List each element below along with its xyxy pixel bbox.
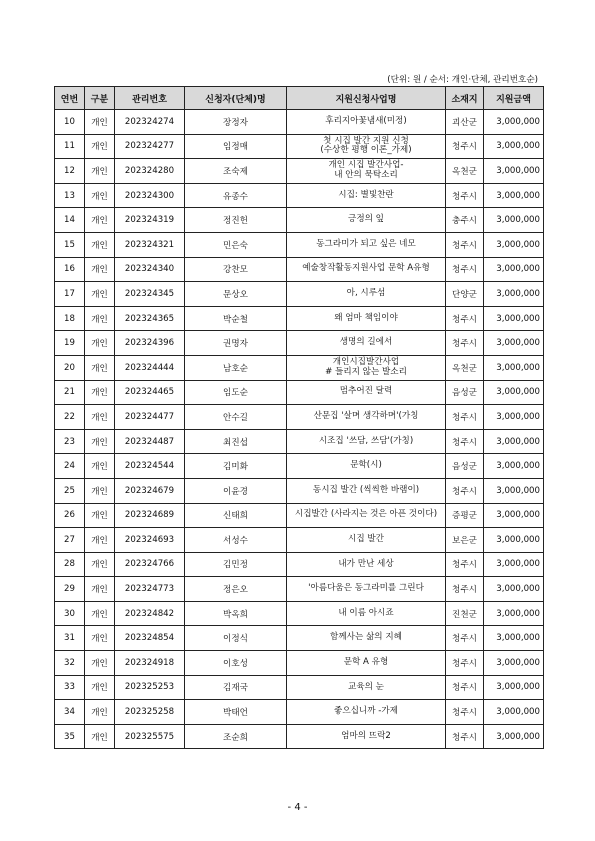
cell-manage-no: 202324321 <box>115 232 185 257</box>
cell-type: 개인 <box>85 675 115 700</box>
table-row <box>55 159 544 184</box>
cell-project: 좋으십니까 -가제 <box>287 700 446 725</box>
cell-manage-no: 202324396 <box>115 331 185 356</box>
cell-manage-no: 202324842 <box>115 601 185 626</box>
cell-type: 개인 <box>85 700 115 725</box>
table-row <box>55 429 544 454</box>
table-row <box>55 405 544 430</box>
cell-manage-no: 202324477 <box>115 405 185 430</box>
col-header-manage-no: 관리번호 <box>115 87 185 110</box>
cell-applicant: 신태희 <box>185 503 287 528</box>
table-row <box>55 331 544 356</box>
cell-location: 청주시 <box>446 183 484 208</box>
cell-amount: 3,000,000 <box>484 429 544 454</box>
unit-note: (단위: 원 / 순서: 개인·단체, 관리번호순) <box>387 75 538 85</box>
cell-type: 개인 <box>85 429 115 454</box>
cell-manage-no: 202324280 <box>115 159 185 184</box>
cell-project: 예술창작활동지원사업 문학 A유형 <box>287 257 446 282</box>
cell-seq: 26 <box>55 503 85 528</box>
cell-project: 개인 시집 발간사업- 내 안의 묵탁소리 <box>287 159 446 184</box>
cell-applicant: 강찬모 <box>185 257 287 282</box>
table-row <box>55 651 544 676</box>
cell-applicant: 김재국 <box>185 675 287 700</box>
cell-project: 동그라미가 되고 싶은 네모 <box>287 232 446 257</box>
table-row <box>55 478 544 503</box>
cell-location: 청주시 <box>446 577 484 602</box>
cell-applicant: 박옥희 <box>185 601 287 626</box>
cell-project: '아름다움은 동그라미를 그린다 <box>287 577 446 602</box>
table-row <box>55 454 544 479</box>
cell-manage-no: 202324487 <box>115 429 185 454</box>
table-row <box>55 306 544 331</box>
cell-project: 아, 시루섬 <box>287 282 446 307</box>
cell-seq: 29 <box>55 577 85 602</box>
cell-type: 개인 <box>85 306 115 331</box>
cell-manage-no: 202324689 <box>115 503 185 528</box>
cell-amount: 3,000,000 <box>484 503 544 528</box>
cell-project: 함께사는 삶의 지혜 <box>287 626 446 651</box>
cell-amount: 3,000,000 <box>484 331 544 356</box>
cell-seq: 18 <box>55 306 85 331</box>
cell-project: 엄마의 뜨락2 <box>287 724 446 749</box>
cell-project: 문학(시) <box>287 454 446 479</box>
cell-amount: 3,000,000 <box>484 454 544 479</box>
table-row <box>55 601 544 626</box>
cell-amount: 3,000,000 <box>484 232 544 257</box>
cell-project: 내 이름 아시죠 <box>287 601 446 626</box>
cell-manage-no: 202325258 <box>115 700 185 725</box>
cell-location: 옥천군 <box>446 159 484 184</box>
cell-location: 괴산군 <box>446 110 484 135</box>
cell-amount: 3,000,000 <box>484 700 544 725</box>
cell-type: 개인 <box>85 528 115 553</box>
cell-manage-no: 202324277 <box>115 134 185 159</box>
cell-project: 왜 엄마 책임이야 <box>287 306 446 331</box>
cell-seq: 34 <box>55 700 85 725</box>
cell-amount: 3,000,000 <box>484 528 544 553</box>
table-row <box>55 724 544 749</box>
cell-applicant: 조순희 <box>185 724 287 749</box>
cell-location: 청주시 <box>446 134 484 159</box>
cell-seq: 35 <box>55 724 85 749</box>
cell-type: 개인 <box>85 503 115 528</box>
cell-project: 첫 시집 발간 지원 신청 (수상한 평행 이론_가제) <box>287 134 446 159</box>
cell-type: 개인 <box>85 626 115 651</box>
cell-type: 개인 <box>85 454 115 479</box>
cell-applicant: 최진섭 <box>185 429 287 454</box>
cell-amount: 3,000,000 <box>484 159 544 184</box>
cell-applicant: 이정식 <box>185 626 287 651</box>
cell-manage-no: 202324918 <box>115 651 185 676</box>
cell-project: 멈추어진 달력 <box>287 380 446 405</box>
cell-applicant: 박태언 <box>185 700 287 725</box>
cell-amount: 3,000,000 <box>484 306 544 331</box>
cell-project: 긍정의 잎 <box>287 208 446 233</box>
table-row <box>55 552 544 577</box>
cell-amount: 3,000,000 <box>484 380 544 405</box>
cell-seq: 16 <box>55 257 85 282</box>
cell-manage-no: 202324693 <box>115 528 185 553</box>
cell-location: 음성군 <box>446 454 484 479</box>
cell-amount: 3,000,000 <box>484 675 544 700</box>
cell-seq: 30 <box>55 601 85 626</box>
cell-location: 청주시 <box>446 429 484 454</box>
cell-applicant: 권명자 <box>185 331 287 356</box>
cell-type: 개인 <box>85 552 115 577</box>
cell-seq: 19 <box>55 331 85 356</box>
cell-seq: 15 <box>55 232 85 257</box>
cell-location: 청주시 <box>446 306 484 331</box>
cell-location: 청주시 <box>446 724 484 749</box>
cell-manage-no: 202324773 <box>115 577 185 602</box>
cell-applicant: 유종수 <box>185 183 287 208</box>
cell-location: 청주시 <box>446 405 484 430</box>
cell-applicant: 김미화 <box>185 454 287 479</box>
cell-type: 개인 <box>85 183 115 208</box>
cell-location: 청주시 <box>446 232 484 257</box>
col-header-amount: 지원금액 <box>484 87 544 110</box>
table-row <box>55 577 544 602</box>
cell-type: 개인 <box>85 577 115 602</box>
cell-project: 문학 A 유형 <box>287 651 446 676</box>
cell-applicant: 이윤경 <box>185 478 287 503</box>
cell-type: 개인 <box>85 380 115 405</box>
cell-seq: 24 <box>55 454 85 479</box>
support-table <box>54 86 544 749</box>
cell-seq: 11 <box>55 134 85 159</box>
cell-manage-no: 202324465 <box>115 380 185 405</box>
cell-applicant: 임정매 <box>185 134 287 159</box>
cell-amount: 3,000,000 <box>484 183 544 208</box>
cell-project: 내가 만난 세상 <box>287 552 446 577</box>
table-row <box>55 282 544 307</box>
cell-seq: 13 <box>55 183 85 208</box>
cell-type: 개인 <box>85 331 115 356</box>
cell-type: 개인 <box>85 110 115 135</box>
cell-seq: 31 <box>55 626 85 651</box>
cell-applicant: 정진헌 <box>185 208 287 233</box>
cell-location: 보은군 <box>446 528 484 553</box>
cell-amount: 3,000,000 <box>484 282 544 307</box>
cell-applicant: 조숙제 <box>185 159 287 184</box>
cell-location: 청주시 <box>446 651 484 676</box>
cell-project: 동시집 발간 (씩씩한 바램이) <box>287 478 446 503</box>
cell-type: 개인 <box>85 232 115 257</box>
cell-applicant: 박순철 <box>185 306 287 331</box>
cell-seq: 20 <box>55 355 85 380</box>
col-header-seq: 연번 <box>55 87 85 110</box>
cell-applicant: 민은숙 <box>185 232 287 257</box>
cell-type: 개인 <box>85 405 115 430</box>
cell-applicant: 안수길 <box>185 405 287 430</box>
col-header-location: 소재지 <box>446 87 484 110</box>
table-body <box>55 110 544 749</box>
cell-amount: 3,000,000 <box>484 355 544 380</box>
cell-manage-no: 202325575 <box>115 724 185 749</box>
cell-seq: 14 <box>55 208 85 233</box>
table-row <box>55 380 544 405</box>
cell-seq: 28 <box>55 552 85 577</box>
cell-type: 개인 <box>85 478 115 503</box>
cell-applicant: 서성수 <box>185 528 287 553</box>
cell-manage-no: 202324340 <box>115 257 185 282</box>
cell-manage-no: 202324274 <box>115 110 185 135</box>
cell-applicant: 남호순 <box>185 355 287 380</box>
cell-location: 충주시 <box>446 208 484 233</box>
cell-manage-no: 202324444 <box>115 355 185 380</box>
cell-manage-no: 202325253 <box>115 675 185 700</box>
cell-type: 개인 <box>85 208 115 233</box>
cell-project: 시집 발간 <box>287 528 446 553</box>
cell-location: 증평군 <box>446 503 484 528</box>
cell-location: 청주시 <box>446 700 484 725</box>
cell-seq: 10 <box>55 110 85 135</box>
cell-applicant: 문상오 <box>185 282 287 307</box>
cell-seq: 27 <box>55 528 85 553</box>
cell-type: 개인 <box>85 134 115 159</box>
cell-location: 음성군 <box>446 380 484 405</box>
cell-type: 개인 <box>85 159 115 184</box>
cell-project: 후리지아꽃냄새(미정) <box>287 110 446 135</box>
col-header-applicant: 신청자(단체)명 <box>185 87 287 110</box>
table-header-row <box>55 87 544 110</box>
cell-project: 생명의 길에서 <box>287 331 446 356</box>
cell-amount: 3,000,000 <box>484 478 544 503</box>
cell-location: 청주시 <box>446 257 484 282</box>
table-row <box>55 134 544 159</box>
cell-seq: 12 <box>55 159 85 184</box>
cell-type: 개인 <box>85 601 115 626</box>
cell-seq: 17 <box>55 282 85 307</box>
table-row <box>55 355 544 380</box>
cell-amount: 3,000,000 <box>484 134 544 159</box>
cell-amount: 3,000,000 <box>484 110 544 135</box>
cell-seq: 22 <box>55 405 85 430</box>
cell-manage-no: 202324345 <box>115 282 185 307</box>
cell-project: 시집: 별빛찬란 <box>287 183 446 208</box>
col-header-type: 구분 <box>85 87 115 110</box>
cell-applicant: 장정자 <box>185 110 287 135</box>
cell-manage-no: 202324544 <box>115 454 185 479</box>
cell-amount: 3,000,000 <box>484 552 544 577</box>
table-row <box>55 503 544 528</box>
table-row <box>55 208 544 233</box>
cell-seq: 23 <box>55 429 85 454</box>
cell-project: 시집발간 (사라지는 것은 아픈 것이다) <box>287 503 446 528</box>
cell-manage-no: 202324365 <box>115 306 185 331</box>
cell-manage-no: 202324319 <box>115 208 185 233</box>
cell-amount: 3,000,000 <box>484 626 544 651</box>
cell-amount: 3,000,000 <box>484 651 544 676</box>
cell-location: 청주시 <box>446 552 484 577</box>
cell-location: 청주시 <box>446 626 484 651</box>
table-row <box>55 183 544 208</box>
col-header-project: 지원신청사업명 <box>287 87 446 110</box>
cell-applicant: 이호성 <box>185 651 287 676</box>
cell-applicant: 정은오 <box>185 577 287 602</box>
cell-seq: 32 <box>55 651 85 676</box>
table-row <box>55 626 544 651</box>
cell-type: 개인 <box>85 724 115 749</box>
cell-amount: 3,000,000 <box>484 208 544 233</box>
table-row <box>55 528 544 553</box>
cell-project: 개인시집발간사업 # 들리지 않는 발소리 <box>287 355 446 380</box>
cell-type: 개인 <box>85 282 115 307</box>
table-row <box>55 700 544 725</box>
cell-amount: 3,000,000 <box>484 405 544 430</box>
table-row <box>55 675 544 700</box>
cell-project: 산문집 '살며 생각하며'(가칭 <box>287 405 446 430</box>
cell-type: 개인 <box>85 651 115 676</box>
page-number: - 4 - <box>287 802 308 813</box>
cell-applicant: 임도순 <box>185 380 287 405</box>
cell-location: 청주시 <box>446 331 484 356</box>
table-row <box>55 257 544 282</box>
table-row <box>55 110 544 135</box>
cell-seq: 33 <box>55 675 85 700</box>
cell-manage-no: 202324854 <box>115 626 185 651</box>
cell-type: 개인 <box>85 257 115 282</box>
cell-type: 개인 <box>85 355 115 380</box>
cell-amount: 3,000,000 <box>484 724 544 749</box>
cell-location: 청주시 <box>446 478 484 503</box>
cell-manage-no: 202324300 <box>115 183 185 208</box>
cell-seq: 25 <box>55 478 85 503</box>
cell-location: 옥천군 <box>446 355 484 380</box>
cell-seq: 21 <box>55 380 85 405</box>
cell-amount: 3,000,000 <box>484 601 544 626</box>
table-row <box>55 232 544 257</box>
cell-location: 청주시 <box>446 675 484 700</box>
cell-location: 진천군 <box>446 601 484 626</box>
cell-amount: 3,000,000 <box>484 257 544 282</box>
cell-project: 시조집 '쓰담, 쓰담'(가칭) <box>287 429 446 454</box>
cell-amount: 3,000,000 <box>484 577 544 602</box>
cell-manage-no: 202324766 <box>115 552 185 577</box>
cell-location: 단양군 <box>446 282 484 307</box>
cell-manage-no: 202324679 <box>115 478 185 503</box>
cell-applicant: 김민정 <box>185 552 287 577</box>
cell-project: 교육의 눈 <box>287 675 446 700</box>
